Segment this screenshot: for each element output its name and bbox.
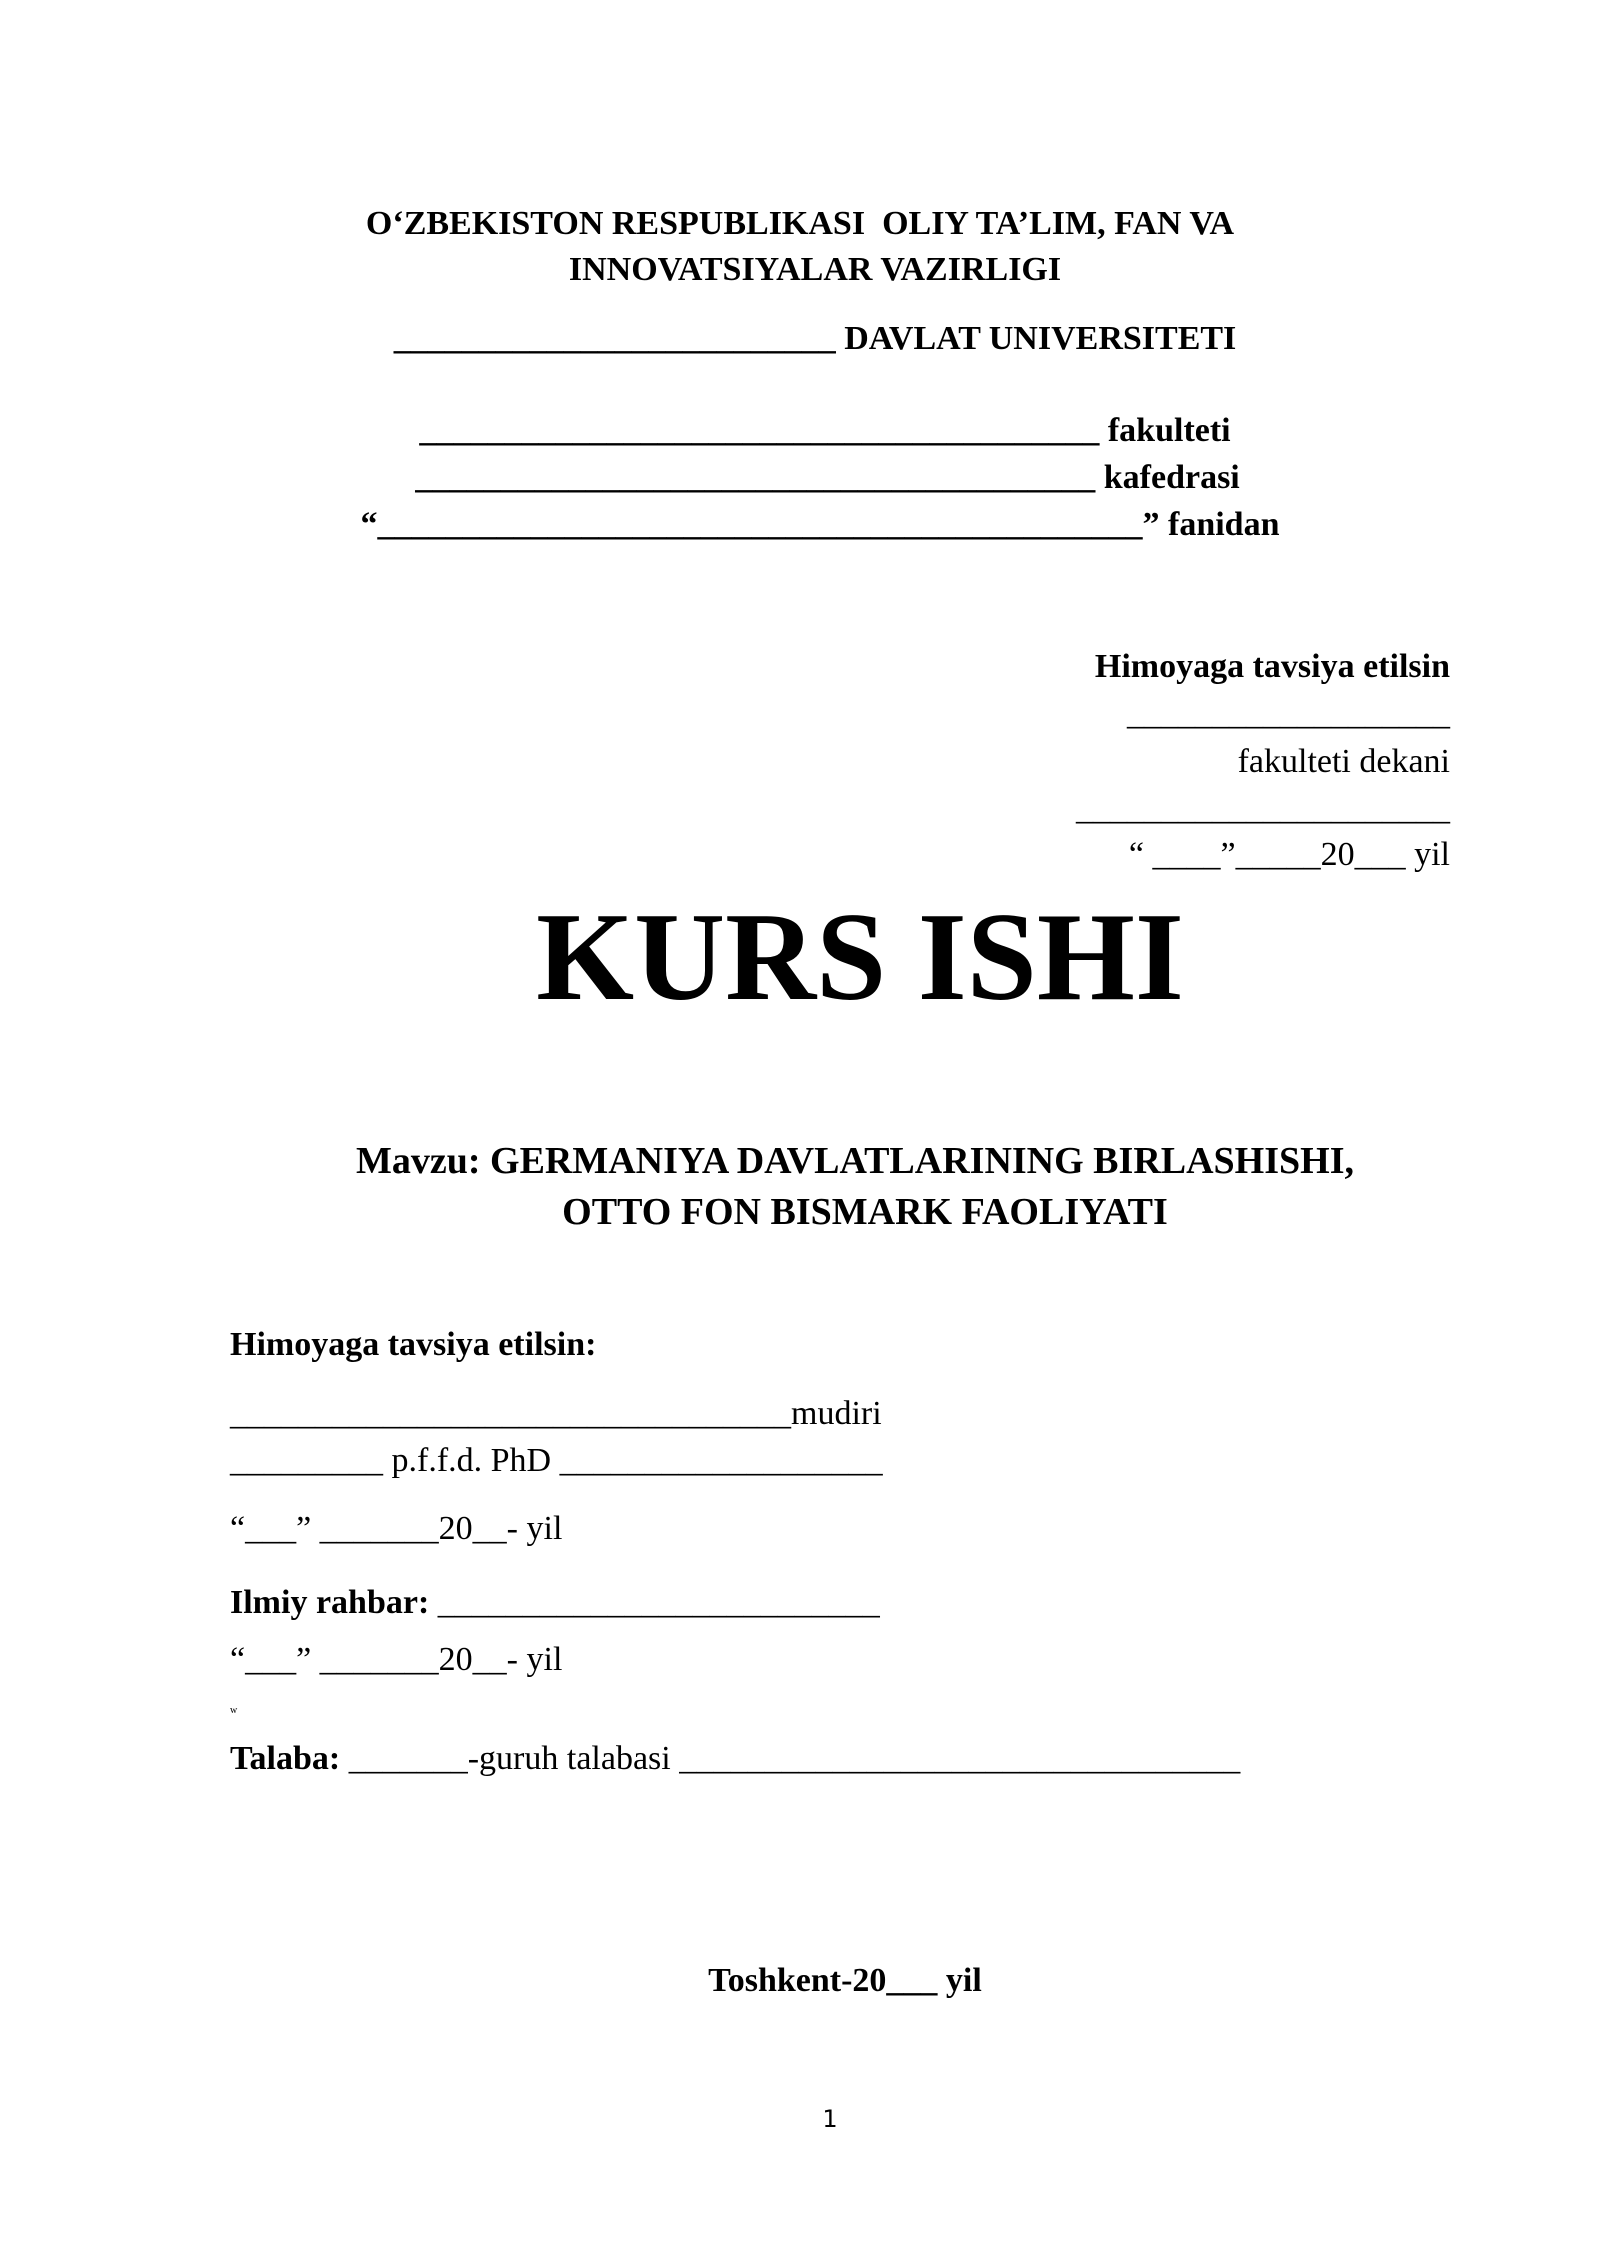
- topic-line-1: Mavzu: GERMANIYA DAVLATLARINING BIRLASHISHI,: [355, 1140, 1355, 1182]
- head-of-department-line: _________________________________mudiri: [230, 1395, 882, 1432]
- supervisor-blank: __________________________: [429, 1584, 880, 1621]
- university-line: __________________________ DAVLAT UNIVERSITETI: [393, 320, 1237, 357]
- subject-line: “_____________________________________________” fanidan: [360, 506, 1280, 543]
- page-number: 1: [822, 2105, 838, 2133]
- ministry-line-2: INNOVATSIYALAR VAZIRLIGI: [568, 251, 1062, 288]
- place-year: Toshkent-20___ yil: [708, 1962, 982, 1999]
- supervisor-date: “___” _______20__- yil: [230, 1641, 563, 1678]
- supervisor-line: [230, 1586, 880, 1620]
- dean-approval-date: “ ____”_____20___ yil: [1128, 836, 1450, 873]
- head-approval-heading: Himoyaga tavsiya etilsin:: [230, 1326, 597, 1363]
- topic-line-2: OTTO FON BISMARK FAOLIYATI: [562, 1191, 1168, 1233]
- student-line: [230, 1742, 1240, 1776]
- department-line: ________________________________________ kafedrasi: [415, 459, 1240, 496]
- dean-name-blank: ______________________: [1076, 790, 1450, 827]
- degree-line: _________ p.f.f.d. PhD ___________________: [230, 1442, 883, 1479]
- head-approval-date: “___” _______20__- yil: [230, 1510, 563, 1547]
- student-label: Talaba:: [230, 1740, 341, 1777]
- student-text: _______-guruh talabasi _________________________________: [340, 1740, 1241, 1777]
- faculty-line: ________________________________________ fakulteti: [419, 412, 1231, 449]
- page-title: KURS ISHI: [536, 888, 1184, 1027]
- dean-signature-blank: ___________________: [1127, 695, 1450, 732]
- supervisor-label: Ilmiy rahbar:: [230, 1584, 430, 1621]
- dean-role: fakulteti dekani: [1237, 743, 1450, 780]
- ministry-line-1: O‘ZBEKISTON RESPUBLIKASI OLIY TA’LIM, FAN VA: [365, 205, 1235, 242]
- small-mark: w: [230, 1705, 238, 1716]
- dean-approval-heading: Himoyaga tavsiya etilsin: [1094, 648, 1450, 685]
